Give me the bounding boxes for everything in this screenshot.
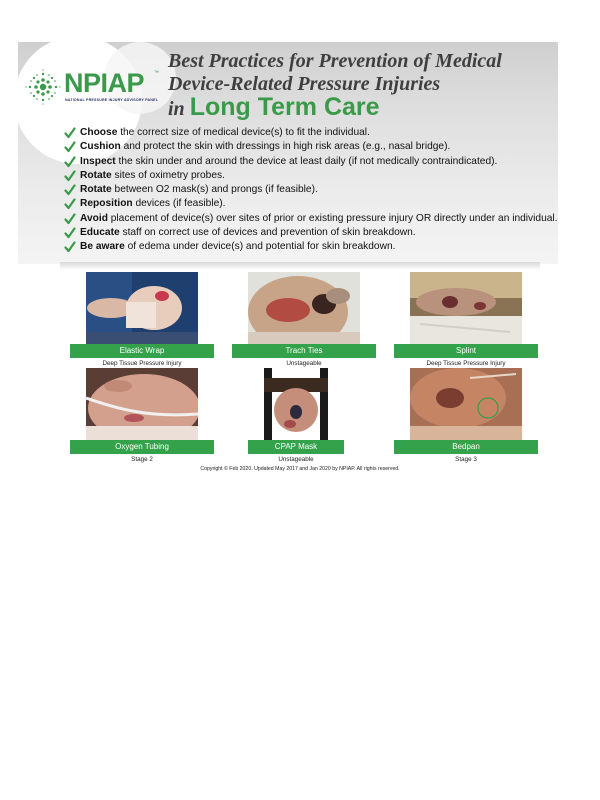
bullet-text: staff on correct use of devices and prevention of skin breakdown. [119, 227, 416, 239]
oxygen-tubing-photo [86, 368, 198, 440]
bedpan-photo [410, 368, 522, 440]
list-item [64, 226, 564, 240]
list-item [64, 183, 564, 197]
list-item [64, 212, 564, 226]
copyright-notice: Copyright © Feb 2020. Updated May 2017 and Jan 2020 by NPIAP. All rights reserved. [200, 466, 400, 472]
best-practices-list [64, 126, 564, 255]
checkmark-icon [64, 213, 76, 225]
checkmark-icon [64, 241, 76, 253]
bullet-text: the skin under and around the device at least daily (if not medically contraindicated). [115, 155, 498, 167]
bullet-text: the correct size of medical device(s) to fit the individual. [117, 127, 370, 138]
checkmark-icon [64, 184, 76, 196]
logo-trademark: ™ [154, 70, 159, 76]
list-item [64, 140, 564, 154]
npiap-logo [24, 68, 160, 108]
bullet-keyword: Educate [80, 227, 120, 239]
injury-caption: Stage 2 [131, 456, 153, 463]
checkmark-icon [64, 156, 76, 168]
device-label-band: Elastic Wrap [70, 344, 214, 358]
bullet-keyword: Reposition [80, 198, 133, 210]
dot-burst-icon [24, 68, 62, 106]
splint-photo [410, 272, 522, 344]
bullet-keyword: Avoid [80, 212, 108, 224]
title-line-3 [168, 93, 568, 121]
device-label-band: Oxygen Tubing [70, 440, 214, 454]
checkmark-icon [64, 141, 76, 153]
title-highlight: Long Term Care [189, 93, 380, 121]
checkmark-icon [64, 170, 76, 182]
title-line-2: Device-Related Pressure Injuries [168, 73, 441, 95]
bullet-keyword: Cushion [80, 141, 121, 153]
bullet-text: placement of device(s) over sites of prior or existing pressure injury OR directly under an individual. [107, 212, 558, 224]
bullet-keyword: Inspect [80, 155, 116, 167]
cpap-mask-photo [264, 368, 328, 440]
photo-card-cpap-mask [264, 368, 344, 466]
photo-card-bedpan [410, 368, 522, 466]
device-label-band: Bedpan [394, 440, 538, 454]
injury-caption: Stage 3 [455, 456, 477, 463]
bullet-keyword: Choose [80, 127, 118, 138]
injury-caption: Unstageable [286, 360, 322, 367]
photo-card-trach-ties [248, 272, 360, 370]
bullet-text: devices (if feasible). [132, 198, 226, 210]
bullet-text: sites of oximetry probes. [111, 169, 225, 181]
bullet-text: between O2 mask(s) and prongs (if feasible). [111, 184, 318, 196]
checkmark-icon [64, 227, 76, 239]
injury-caption: Deep Tissue Pressure Injury [102, 360, 182, 367]
list-item [64, 126, 564, 140]
bullet-text: and protect the skin with dressings in high risk areas (e.g., nasal bridge). [120, 141, 451, 153]
bullet-keyword: Rotate [80, 169, 112, 181]
header-shadow [60, 262, 540, 270]
page-title [168, 50, 568, 121]
injury-caption: Deep Tissue Pressure Injury [426, 360, 506, 367]
title-in-word: in [168, 98, 185, 120]
photo-card-oxygen-tubing [86, 368, 198, 466]
checkmark-icon [64, 127, 76, 139]
bullet-text: of edema under device(s) and potential for skin breakdown. [124, 241, 396, 253]
checkmark-icon [64, 198, 76, 210]
device-label-band: Splint [394, 344, 538, 358]
list-item [64, 197, 564, 211]
photo-card-splint [410, 272, 522, 370]
title-line-1: Best Practices for Prevention of Medical [168, 50, 502, 72]
photo-card-elastic-wrap [86, 272, 198, 370]
injury-caption: Unstageable [278, 456, 314, 463]
logo-subtitle: NATIONAL PRESSURE INJURY ADVISORY PANEL [65, 98, 159, 102]
logo-wordmark: NPIAP [64, 68, 145, 98]
list-item [64, 240, 564, 254]
elastic-wrap-photo [86, 272, 198, 344]
bullet-keyword: Be aware [80, 241, 125, 253]
device-label-band: CPAP Mask [248, 440, 344, 454]
trach-ties-photo [248, 272, 360, 344]
bullet-keyword: Rotate [80, 184, 112, 196]
device-label-band: Trach Ties [232, 344, 376, 358]
list-item [64, 169, 564, 183]
list-item [64, 155, 564, 169]
